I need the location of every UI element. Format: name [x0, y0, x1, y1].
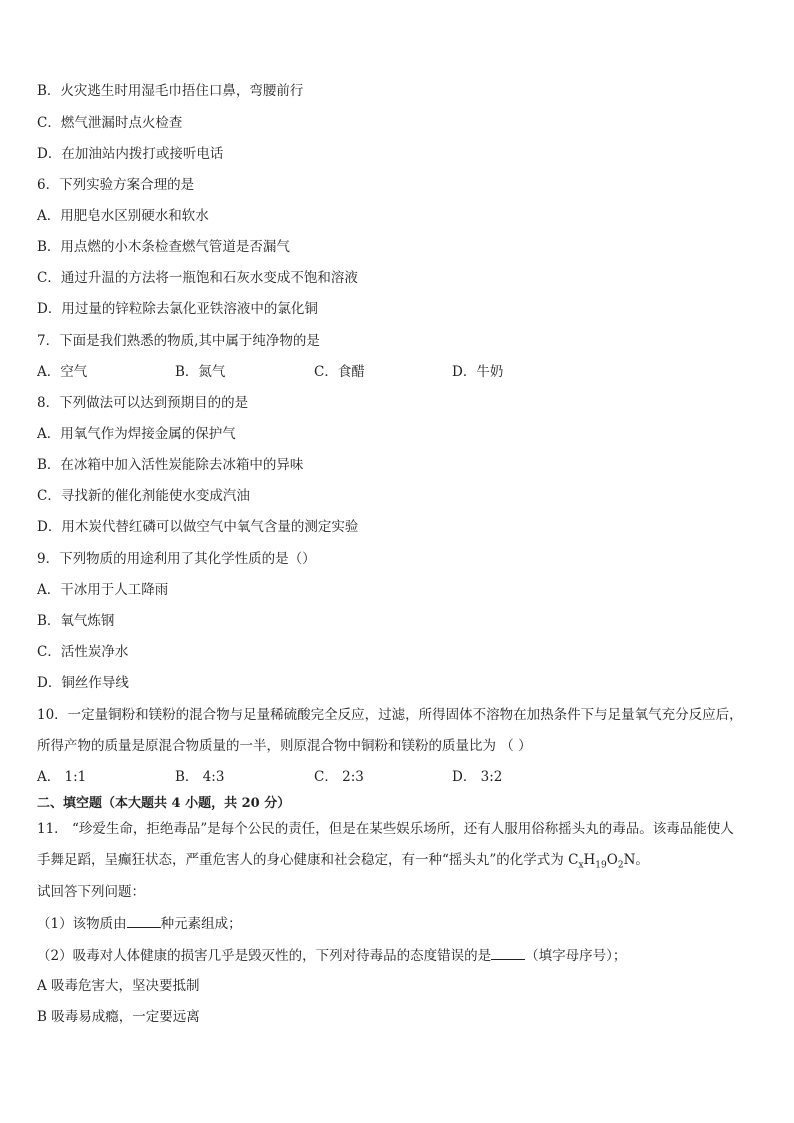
q11-part1	[37, 914, 242, 933]
q11-line2	[37, 851, 649, 869]
q7-option-a: A．空气	[37, 364, 88, 380]
q10-option-a: A． 1:1	[37, 769, 87, 785]
q11-part1-text: （1）该物质由	[37, 916, 127, 932]
q11-intro: 试回答下列问题：	[37, 884, 145, 900]
q10-stem-line2: 所得产物的质量是原混合物质量的一半，则原混合物中铜粉和镁粉的质量比为 （ ）	[37, 738, 532, 754]
formula-h: H	[583, 852, 596, 868]
q8-option-b: B．在冰箱中加入活性炭能除去冰箱中的异味	[37, 457, 304, 473]
q11-part1-suffix: 种元素组成；	[160, 916, 242, 932]
q6-option-c: C．通过升温的方法将一瓶饱和石灰水变成不饱和溶液	[37, 270, 358, 286]
answer-blank-2[interactable]	[491, 946, 525, 960]
q8-option-c: C．寻找新的催化剂能使水变成汽油	[37, 488, 250, 504]
q6-stem: 6．下列实验方案合理的是	[37, 177, 195, 193]
q7-option-b: B．氮气	[175, 364, 226, 380]
formula-h-sub: 19	[595, 860, 607, 871]
q11-line1: 11． “珍爱生命，拒绝毒品”是每个公民的责任，但是在某些娱乐场所，还有人服用俗称摇头丸的毒品。该毒品能使人	[37, 821, 734, 837]
answer-blank-1[interactable]	[127, 914, 161, 928]
q5-option-d: D．在加油站内拨打或接听电话	[37, 146, 224, 162]
q10-option-b: B． 4:3	[175, 769, 225, 785]
formula-o: O	[606, 852, 618, 868]
q8-stem: 8．下列做法可以达到预期目的的是	[37, 395, 249, 411]
q11-line2-text: 手舞足蹈，呈癫狂状态，严重危害人的身心健康和社会稳定，有一种“摇头丸”的化学式为	[37, 852, 569, 868]
q7-stem: 7．下面是我们熟悉的物质,其中属于纯净物的是	[37, 333, 320, 349]
q11-option-b: B 吸毒易成瘾，一定要远离	[37, 1009, 200, 1025]
q11-part2-text: （2）吸毒对人体健康的损害几乎是毁灭性的，下列对待毒品的态度错误的是	[37, 948, 492, 964]
q6-option-a: A．用肥皂水区别硬水和软水	[37, 208, 209, 224]
q11-part2	[37, 946, 626, 965]
q9-stem: 9．下列物质的用途利用了其化学性质的是（）	[37, 551, 316, 567]
q10-stem-line1: 10．一定量铜粉和镁粉的混合物与足量稀硫酸完全反应，过滤，所得固体不溶物在加热条件下与足量氧气充分反应后，	[37, 707, 743, 723]
q10-option-c: C． 2:3	[314, 769, 364, 785]
q9-option-d: D．铜丝作导线	[37, 675, 129, 691]
section-heading: 二、填空题（本大题共 4 小题，共 20 分）	[37, 796, 291, 811]
q8-option-a: A．用氧气作为焊接金属的保护气	[37, 426, 236, 442]
formula-c: C	[568, 852, 579, 868]
chemical-formula	[568, 852, 649, 871]
q7-option-c: C．食醋	[314, 364, 365, 380]
q10-option-d: D． 3:2	[452, 769, 503, 785]
q9-option-a: A．干冰用于人工降雨	[37, 582, 169, 598]
q6-option-b: B．用点燃的小木条检查燃气管道是否漏气	[37, 239, 290, 255]
formula-n: N	[623, 852, 636, 868]
q6-option-d: D．用过量的锌粒除去氯化亚铁溶液中的氯化铜	[37, 301, 318, 317]
q5-option-c: C．燃气泄漏时点火检查	[37, 115, 183, 131]
q9-option-c: C．活性炭净水	[37, 644, 129, 660]
q11-part2-suffix: （填字母序号）；	[525, 948, 627, 964]
q11-option-a: A 吸毒危害大，坚决要抵制	[37, 978, 200, 994]
q5-option-b: B．火灾逃生时用湿毛巾捂住口鼻，弯腰前行	[37, 83, 304, 99]
q7-option-d: D．牛奶	[452, 364, 504, 380]
formula-c-sub: x	[578, 860, 584, 871]
formula-o-sub: 2	[617, 860, 624, 871]
q8-option-d: D．用木炭代替红磷可以做空气中氧气含量的测定实验	[37, 519, 359, 535]
formula-end: 。	[635, 852, 649, 868]
q9-option-b: B．氧气炼钢	[37, 613, 115, 629]
